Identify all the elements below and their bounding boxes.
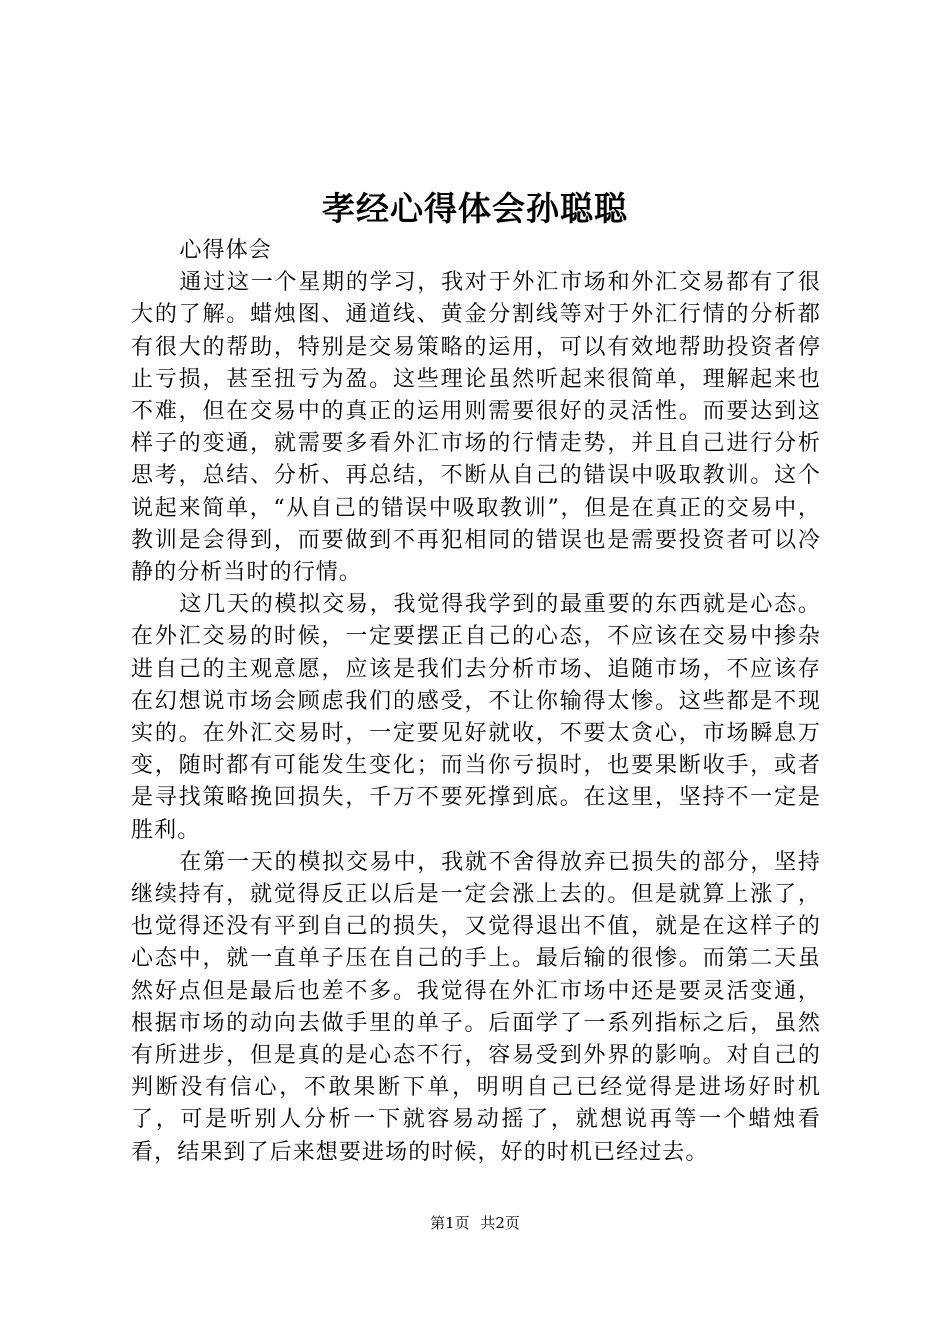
- page-number: 第1页: [430, 1214, 470, 1232]
- document-title: 孝经心得体会孙聪聪: [322, 189, 628, 228]
- page-footer: [0, 1213, 950, 1233]
- paragraph-1: 通过这一个星期的学习，我对于外汇市场和外汇交易都有了很大的了解。蜡烛图、通道线、黄金分割线等对于外汇行情的分析都有很大的帮助，特别是交易策略的运用，可以有效地帮助投资者停止亏损，甚至扭亏为盈。这些理论虽然听起来很简单，理解起来也不难，但在交易中的真正的运用则需要很好的灵活性。而要达到这样子的变通，就需要多看外汇市场的行情走势，并且自己进行分析思考，总结、分析、再总结，不断从自己的错误中吸取教训。这个说起来简单，“从自己的错误中吸取教训”，但是在真正的交易中，教训是会得到，而要做到不再犯相同的错误也是需要投资者可以冷静的分析当时的行情。: [131, 270, 821, 586]
- page-total: 共2页: [480, 1214, 520, 1232]
- document-body: [131, 235, 821, 1169]
- subtitle: 心得体会: [179, 238, 272, 263]
- paragraph-3: 在第一天的模拟交易中，我就不舍得放弃已损失的部分，坚持继续持有，就觉得反正以后是一定会涨上去的。但是就算上涨了，也觉得还没有平到自己的损失，又觉得退出不值，就是在这样子的心态中，就一直单子压在自己的手上。最后输的很惨。而第二天虽然好点但是最后也差不多。我觉得在外汇市场中还是要灵活变通，根据市场的动向去做手里的单子。后面学了一系列指标之后，虽然有所进步，但是真的是心态不行，容易受到外界的影响。对自己的判断没有信心，不敢果断下单，明明自己已经觉得是进场好时机了，可是听别人分析一下就容易动摇了，就想说再等一个蜡烛看看，结果到了后来想要进场的时候，好的时机已经过去。: [131, 849, 821, 1165]
- paragraph-2: 这几天的模拟交易，我觉得我学到的最重要的东西就是心态。在外汇交易的时候，一定要摆正自己的心态，不应该在交易中掺杂进自己的主观意愿，应该是我们去分析市场、追随市场，不应该存在幻想说市场会顾虑我们的感受，不让你输得太惨。这些都是不现实的。在外汇交易时，一定要见好就收，不要太贪心，市场瞬息万变，随时都有可能发生变化；而当你亏损时，也要果断收手，或者是寻找策略挽回损失，千万不要死撑到底。在这里，坚持不一定是胜利。: [131, 592, 821, 843]
